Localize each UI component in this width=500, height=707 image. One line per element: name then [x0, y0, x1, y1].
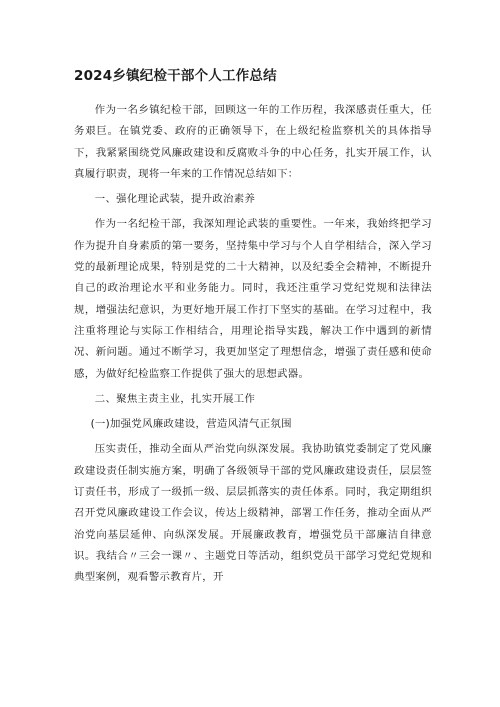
document-title: 2024乡镇纪检干部个人工作总结	[74, 68, 277, 84]
intro-paragraph: 作为一名乡镇纪检干部，回顾这一年的工作历程，我深感责任重大，任务艰巨。在镇党委、政府的正确领导下，在上级纪检监察机关的具体指导下，我紧紧围绕党风廉政建设和反腐败斗争的中心任务，扎实开展工作，认真履行职责，现将一年来的工作情况总结如下：	[74, 104, 432, 180]
section-2-subheading-1: (一)加强党风廉政建设，营造风清气正氛围	[90, 418, 292, 431]
section-2-heading: 二、聚焦主责主业，扎实开展工作	[94, 392, 256, 405]
section-1-heading: 一、强化理论武装，提升政治素养	[94, 193, 256, 206]
section-1-paragraph: 作为一名纪检干部，我深知理论武装的重要性。一年来，我始终把学习作为提升自身素质的第一要务，坚持集中学习与个人自学相结合，深入学习党的最新理论成果，特别是党的二十大精神，以及纪委全会精神，不断提升自己的政治理论水平和业务能力。同时，我还注重学习党纪党规和法律法规，增强法纪意识，为更好地开展工作打下坚实的基础。在学习过程中，我注重将理论与实际工作相结合，用理论指导实践，解决工作中遇到的新情况、新问题。通过不断学习，我更加坚定了理想信念，增强了责任感和使命感，为做好纪检监察工作提供了强大的思想武器。	[74, 218, 432, 380]
section-2-sub-1-paragraph: 压实责任，推动全面从严治党向纵深发展。我协助镇党委制定了党风廉政建设责任制实施方案，明确了各级领导干部的党风廉政建设责任，层层签订责任书，形成了一级抓一级、层层抓落实的责任体系。同时，我定期组织召开党风廉政建设工作会议，传达上级精神，部署工作任务，推动全面从严治党向基层延伸、向纵深发展。开展廉政教育，增强党员干部廉洁自律意识。我结合〃三会一课〃、主题党日等活动，组织党员干部学习党纪党规和典型案例，观看警示教育片，开	[74, 443, 432, 584]
